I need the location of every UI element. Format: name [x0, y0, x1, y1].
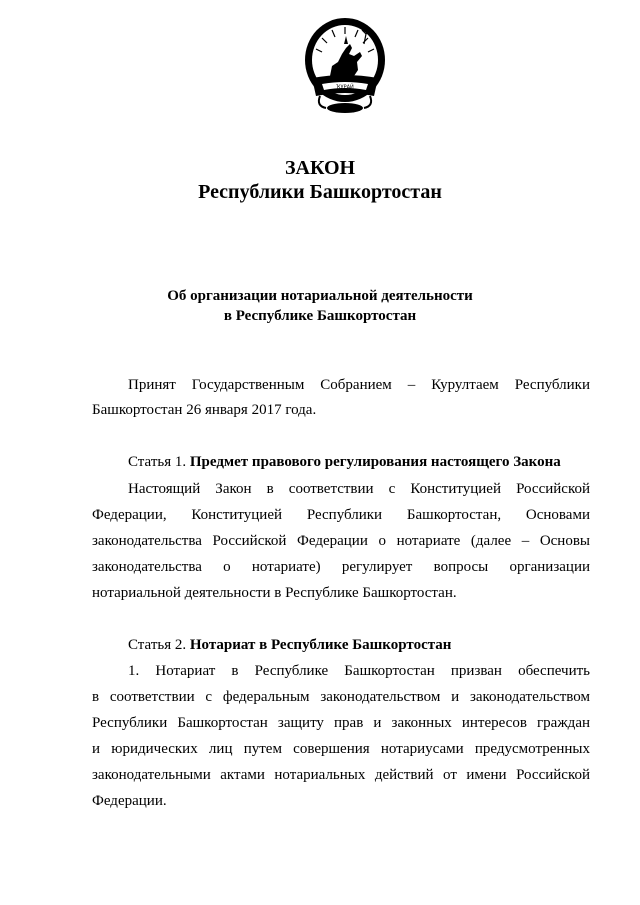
doc-type-title: ЗАКОН	[284, 157, 356, 179]
article-2-last-line: Федерации.	[92, 793, 167, 809]
article-1-heading	[128, 449, 561, 476]
article-2-line: в соответствии с федеральным законодательством и законодательством	[92, 689, 590, 705]
law-title-line-2: в Республике Башкортостан	[223, 308, 417, 324]
article-2-line: Республики Башкортостан защиту прав и законных интересов граждан	[92, 715, 590, 731]
article-1-last-line: нотариальной деятельности в Республике Башкортостан.	[92, 585, 457, 601]
emblem-ribbon-text: ҠУРАЙ	[336, 84, 354, 91]
article-1-line: Федерации, Конституцией Республики Башкортостан, Основами	[92, 507, 590, 523]
article-2-heading	[128, 632, 451, 659]
article-2-title: Нотариат в Республике Башкортостан	[189, 637, 452, 653]
article-1-line: Настоящий Закон в соответствии с Конституцией Российской	[128, 481, 590, 497]
republic-emblem	[302, 14, 388, 118]
article-2-line: и юридических лиц путем совершения нотариусами предусмотренных	[92, 741, 590, 757]
article-2-line: законодательными актами нотариальных действий от имени Российской	[92, 767, 590, 783]
article-1-number: Статья 1.	[128, 454, 187, 470]
adopted-line-2: Башкортостан 26 января 2017 года.	[92, 402, 317, 418]
doc-type-subtitle: Республики Башкортостан	[198, 181, 442, 203]
article-1-line: законодательства о нотариате) регулирует вопросы организации	[92, 559, 590, 575]
article-1-line: законодательства Российской Федерации о нотариате (далее – Основы	[92, 533, 590, 549]
adopted-line-1: Принят Государственным Собранием – Курултаем Республики	[128, 377, 590, 393]
law-title-line-1: Об организации нотариальной деятельности	[167, 288, 473, 304]
article-2-number: Статья 2.	[128, 637, 187, 653]
article-1-title: Предмет правового регулирования настоящего Закона	[189, 454, 561, 470]
article-2-line: 1. Нотариат в Республике Башкортостан призван обеспечить	[128, 663, 590, 679]
